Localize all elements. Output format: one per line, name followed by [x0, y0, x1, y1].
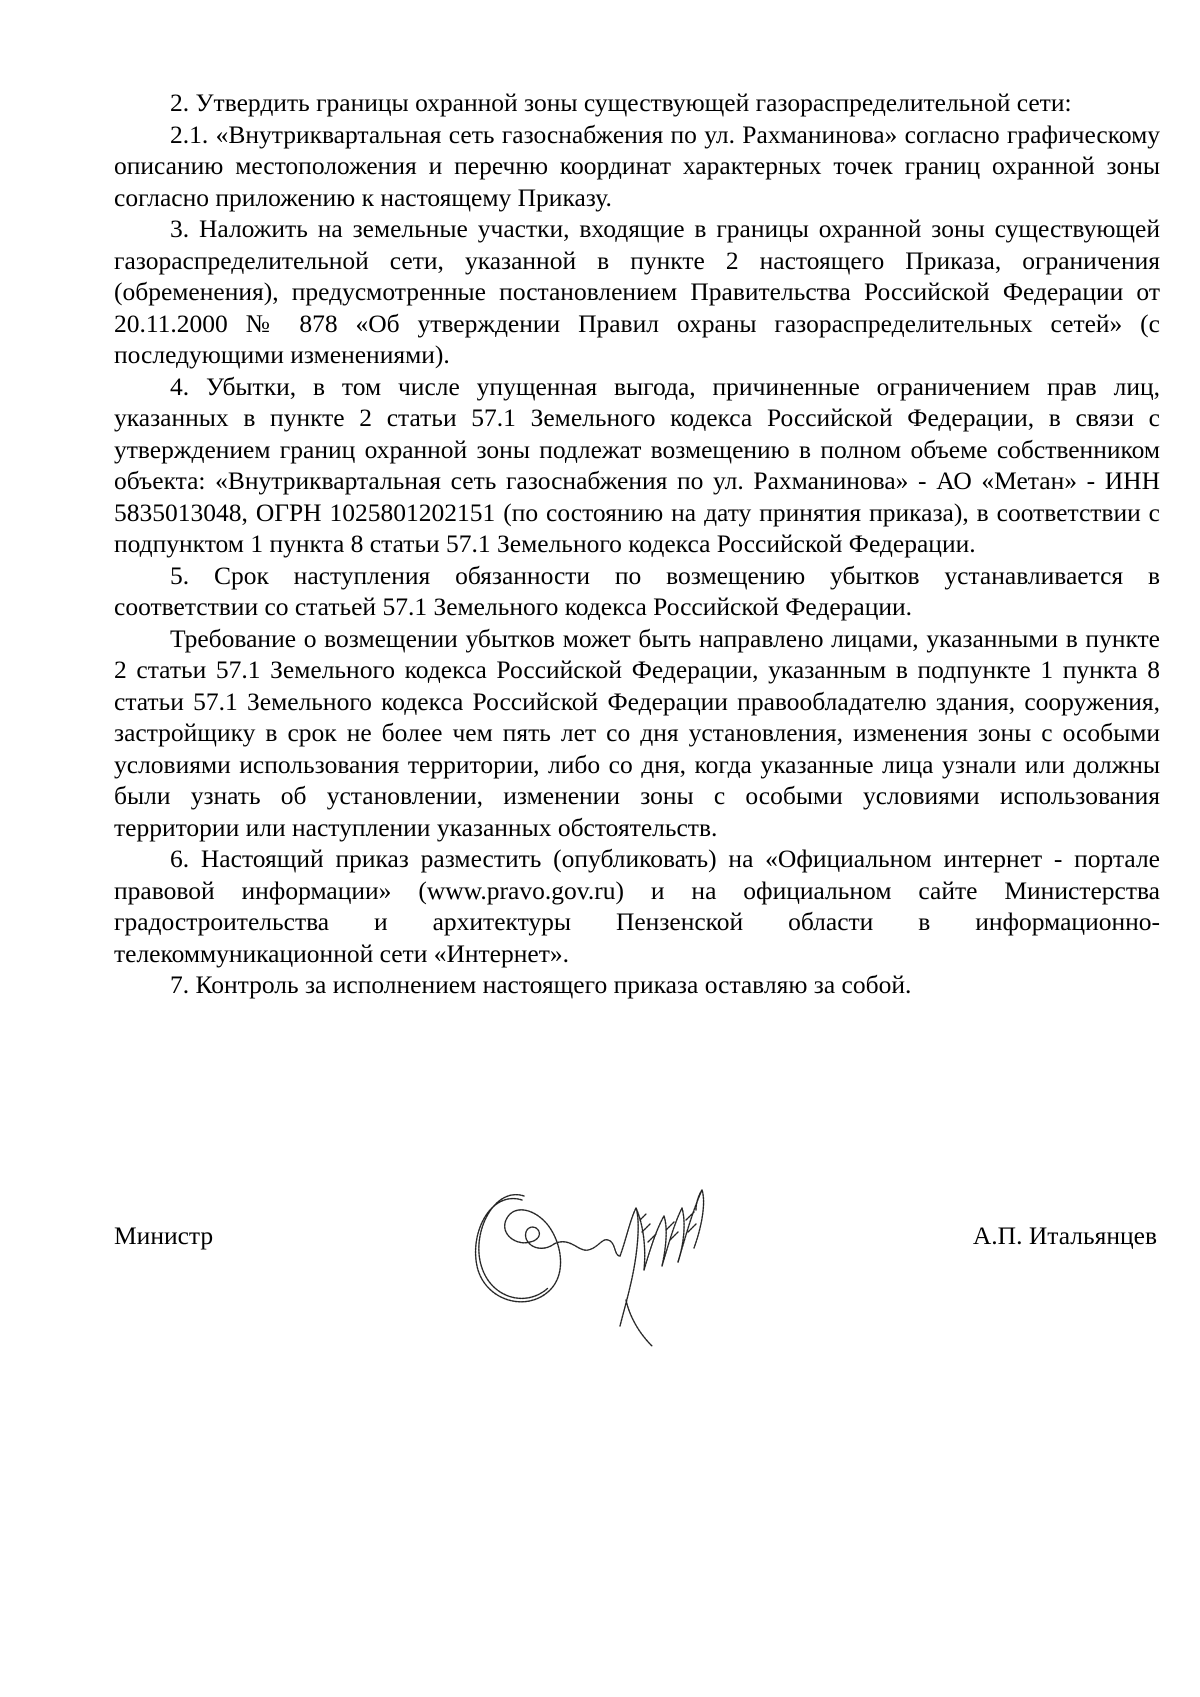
document-body	[114, 87, 1160, 1001]
handwritten-signature	[470, 1150, 730, 1350]
paragraph-item-2: 2. Утвердить границы охранной зоны существующей газораспределительной сети:	[170, 88, 1072, 117]
paragraph-item-4: 4. Убытки, в том числе упущенная выгода, причиненные ограничением прав лиц, указанных в пункте 2 статьи 57.1 Земельного кодекса Российской Федерации, в связи с утверждением границ охранной зоны подлежат возмещению в полном объеме собственником объекта: «Внутриквартальная сеть газоснабжения по ул. Рахманинова» - АО «Метан» - ИНН 5835013048, ОГРН 1025801202151 (по состоянию на дату принятия приказа), в соответствии с подпунктом 1 пункта 8 статьи 57.1 Земельного кодекса Российской Федерации.	[114, 371, 1160, 558]
paragraph-item-7: 7. Контроль за исполнением настоящего приказа оставляю за собой.	[170, 970, 912, 999]
paragraph-compensation-claim: Требование о возмещении убытков может быть направлено лицами, указанными в пункте 2 статьи 57.1 Земельного кодекса Российской Федерации, указанным в подпункте 1 пункта 8 статьи 57.1 Земельного кодекса Российской Федерации правообладателю здания, сооружения, застройщику в срок не более чем пять лет со дня установления, изменения зоны с особыми условиями использования территории, либо со дня, когда указанные лица узнали или должны были узнать об установлении, изменении зоны с особыми условиями использования территории или наступлении указанных обстоятельств.	[114, 623, 1160, 842]
paragraph-item-2-1: 2.1. «Внутриквартальная сеть газоснабжения по ул. Рахманинова» согласно графическому описанию местоположения и перечню координат характерных точек границ охранной зоны согласно приложению к настоящему Приказу.	[114, 119, 1160, 212]
paragraph-item-5: 5. Срок наступления обязанности по возмещению убытков устанавливается в соответствии со статьей 57.1 Земельного кодекса Российской Федерации.	[114, 560, 1160, 621]
signatory-name: А.П. Итальянцев	[972, 1221, 1157, 1250]
paragraph-item-6: 6. Настоящий приказ разместить (опубликовать) на «Официальном интернет - портале правовой информации» (www.pravo.gov.ru) и на официальном сайте Министерства градостроительства и архитектуры Пензенской области в информационно-телекоммуникационной сети «Интернет».	[114, 844, 1160, 968]
paragraph-item-3: 3. Наложить на земельные участки, входящие в границы охранной зоны существующей газораспределительной сети, указанной в пункте 2 настоящего Приказа, ограничения (обременения), предусмотренные постановлением Правительства Российской Федерации от 20.11.2000 № 878 «Об утверждении Правил охраны газораспределительных сетей» (с последующими изменениями).	[114, 214, 1160, 369]
signatory-position: Министр	[114, 1221, 214, 1250]
